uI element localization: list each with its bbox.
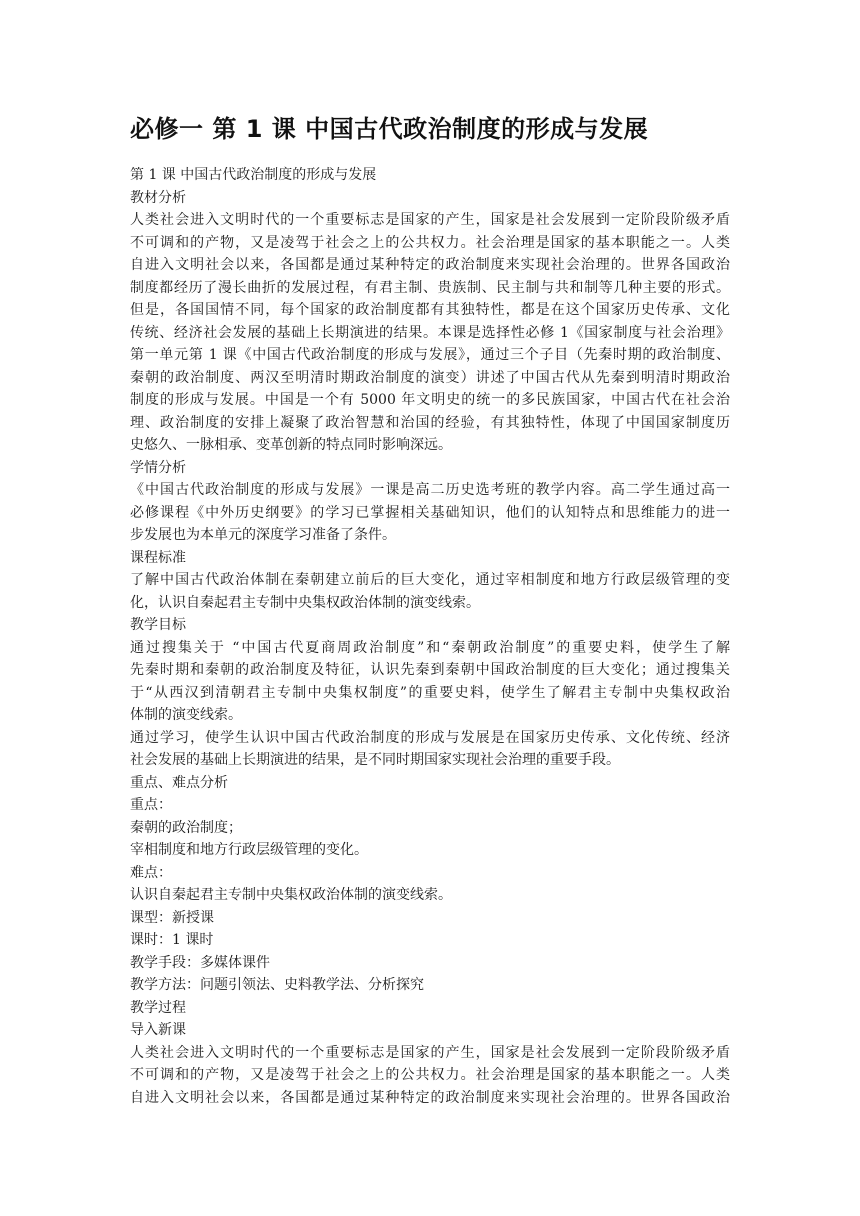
- text-line: 第 1 课 中国古代政治制度的形成与发展: [130, 167, 377, 183]
- text-line: 导入新课: [130, 1022, 186, 1038]
- text-line: 步发展也为本单元的深度学习准备了条件。: [130, 527, 396, 543]
- text-line: 化，认识自秦起君主专制中央集权政治体制的演变线索。: [130, 594, 480, 611]
- text-line: 但是，各国国情不同，每个国家的政治制度都有其独特性，都是在这个国家历史传承、文化: [130, 302, 730, 318]
- text-line: 难点：: [130, 864, 172, 881]
- text-line: 通过搜集关于 “中国古代夏商周政治制度”和“秦朝政治制度”的重要史料，使学生了解: [130, 639, 730, 656]
- text-line: 重点：: [130, 797, 172, 813]
- document-title: 必修一 第 1 课 中国古代政治制度的形成与发展: [130, 115, 649, 143]
- text-line: 认识自秦起君主专制中央集权政治体制的演变线索。: [130, 887, 452, 903]
- text-line: 自进入文明社会以来，各国都是通过某种特定的政治制度来实现社会治理的。世界各国政治: [130, 257, 730, 273]
- text-line: 必修课程《中外历史纲要》的学习已掌握相关基础知识，他们的认知特点和思维能力的进一: [130, 504, 730, 521]
- text-line: 教学手段：多媒体课件: [130, 954, 270, 971]
- text-line: 社会发展的基础上长期演进的结果，是不同时期国家实现社会治理的重要手段。: [130, 752, 620, 768]
- text-line: 人类社会进入文明时代的一个重要标志是国家的产生，国家是社会发展到一定阶段阶级矛盾: [130, 212, 730, 228]
- text-line: 史悠久、一脉相承、变革创新的特点同时影响深远。: [130, 437, 452, 453]
- text-line: 秦朝的政治制度；: [130, 819, 242, 836]
- text-line: 不可调和的产物，又是凌驾于社会之上的公共权力。社会治理是国家的基本职能之一。人类: [130, 1067, 730, 1083]
- text-line: 制度的形成与发展。中国是一个有 5000 年文明史的统一的多民族国家，中国古代在社会治: [130, 392, 730, 408]
- text-line: 制度都经历了漫长曲折的发展过程，有君主制、贵族制、民主制与共和制等几种主要的形式。: [130, 279, 730, 296]
- text-line: 教材分析: [130, 189, 186, 206]
- text-line: 传统、经济社会发展的基础上长期演进的结果。本课是选择性必修 1《国家制度与社会治理》: [130, 324, 730, 341]
- text-line: 教学方法：问题引领法、史料教学法、分析探究: [130, 977, 424, 993]
- text-line: 通过学习，使学生认识中国古代政治制度的形成与发展是在国家历史传承、文化传统、经济: [130, 729, 730, 746]
- text-line: 课型：新授课: [130, 909, 214, 926]
- text-line: 自进入文明社会以来，各国都是通过某种特定的政治制度来实现社会治理的。世界各国政治: [130, 1089, 730, 1106]
- text-line: 体制的演变线索。: [130, 707, 242, 723]
- text-line: 不可调和的产物，又是凌驾于社会之上的公共权力。社会治理是国家的基本职能之一。人类: [130, 234, 730, 251]
- text-line: 教学过程: [130, 999, 186, 1016]
- text-line: 先秦时期和秦朝的政治制度及特征，认识先秦到秦朝中国政治制度的巨大变化；通过搜集关: [130, 662, 730, 678]
- text-line: 教学目标: [130, 617, 186, 633]
- text-line: 《中国古代政治制度的形成与发展》一课是高二历史选考班的教学内容。高二学生通过高一: [130, 482, 730, 498]
- text-line: 学情分析: [130, 459, 186, 476]
- document-body: [130, 164, 730, 1109]
- text-line: 人类社会进入文明时代的一个重要标志是国家的产生，国家是社会发展到一定阶段阶级矛盾: [130, 1044, 730, 1061]
- text-line: 课程标准: [130, 549, 186, 566]
- text-line: 了解中国古代政治体制在秦朝建立前后的巨大变化，通过宰相制度和地方行政层级管理的变: [130, 572, 730, 588]
- text-line: 重点、难点分析: [130, 774, 228, 791]
- text-line: 第一单元第 1 课《中国古代政治制度的形成与发展》，通过三个子目（先秦时期的政治制度、: [130, 347, 730, 363]
- text-line: 秦朝的政治制度、两汉至明清时期政治制度的演变）讲述了中国古代从先秦到明清时期政治: [130, 369, 730, 386]
- text-line: 课时：1 课时: [130, 932, 214, 948]
- text-line: 于“从西汉到清朝君主专制中央集权制度”的重要史料，使学生了解君主专制中央集权政治: [130, 684, 730, 701]
- text-line: 理、政治制度的安排上凝聚了政治智慧和治国的经验，有其独特性，体现了中国国家制度历: [130, 414, 730, 431]
- text-line: 宰相制度和地方行政层级管理的变化。: [130, 842, 368, 858]
